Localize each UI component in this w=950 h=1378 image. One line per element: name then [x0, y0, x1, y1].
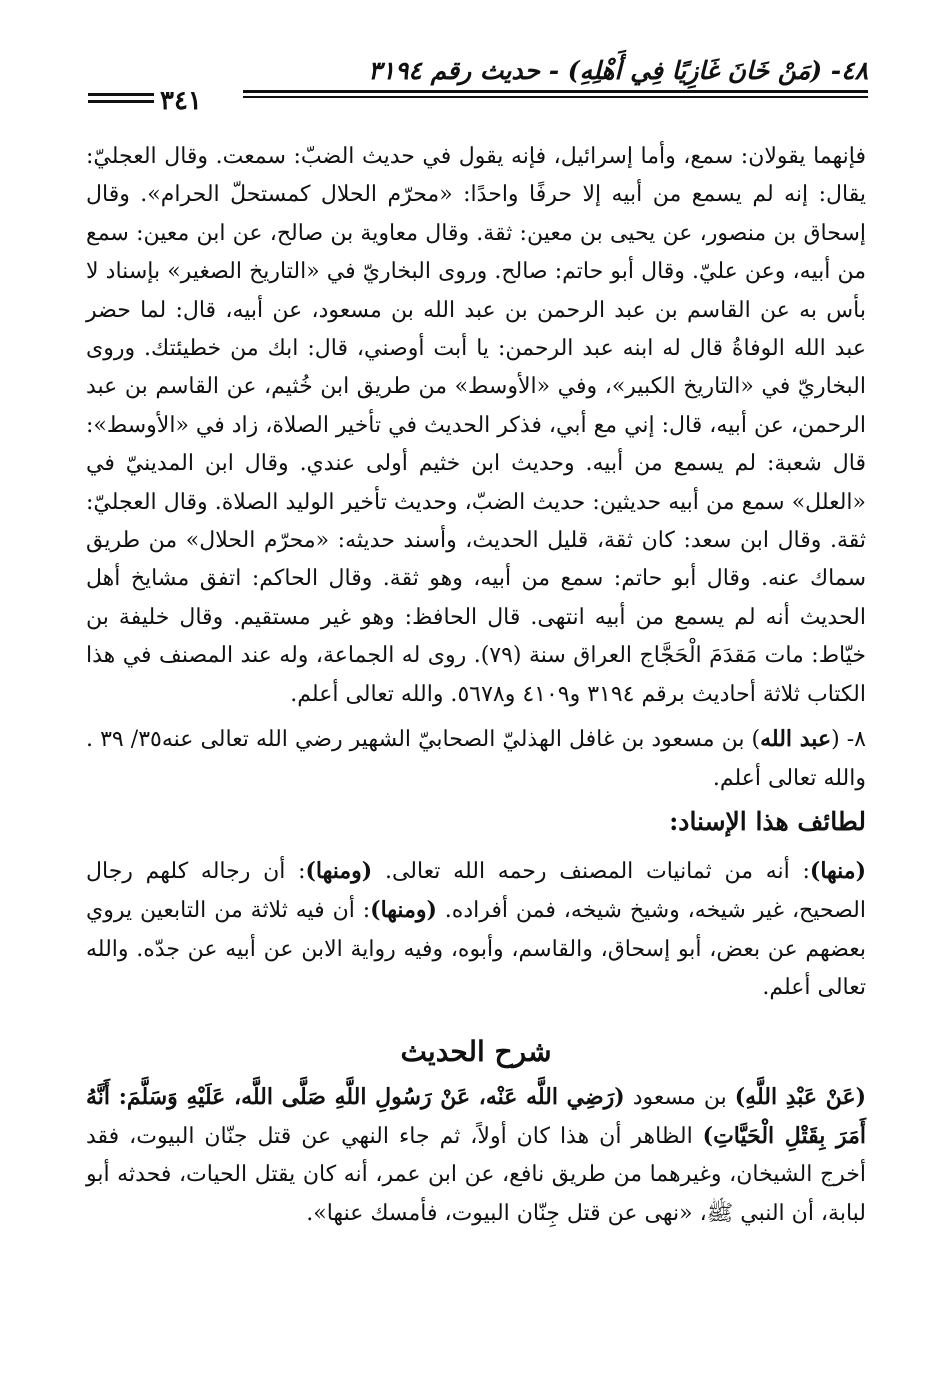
- sharh-heading: شرح الحديث: [400, 1034, 552, 1068]
- narrator-8-name: عبد الله: [760, 726, 832, 753]
- page-number: ٣٤١: [160, 86, 202, 116]
- header-rule: [243, 90, 868, 93]
- narrator-8-prefix: ٨- (: [831, 727, 866, 753]
- page-header: [88, 52, 868, 116]
- minha-text-2: : أن رجاله كلهم رجال الصحيح، غير شيخه، وشيخ شيخه، فمن أفراده.: [86, 858, 866, 924]
- minha-text-3: : أن فيه ثلاثة من التابعين يروي بعضهم عن بعض، أبو إسحاق، والقاسم، وأبوه، وفيه رواية الابن عن أبيه عن جدّه. والله تعالى أعلم.: [86, 898, 866, 1001]
- sharh-paragraph: [86, 1078, 866, 1234]
- running-title: ٤٨- (مَنْ خَانَ غَازِيًا فِي أَهْلِهِ) - حديث رقم ٣١٩٤: [368, 56, 868, 85]
- page-body: [86, 138, 866, 1233]
- page-number-rule-bottom: [88, 100, 154, 103]
- lataif-heading: لطائف هذا الإسناد:: [669, 806, 866, 836]
- bio-paragraph: فإنهما يقولان: سمع، وأما إسرائيل، فإنه يقول في حديث الضبّ: سمعت. وقال العجليّ: يقال: إنه لم يسمع من أبيه إلا حرفًا واحدًا: «محرّم الحلال كمستحلّ الحرام». وقال إسحاق بن منصور، عن يحيى بن معين: ثقة. وقال معاوية بن صالح، عن ابن معين: سمع من أبيه، وعن عليّ. وقال أبو حاتم: صالح. وروى البخاريّ في «التاريخ الصغير» بإسناد لا بأس به عن القاسم بن عبد الرحمن بن عبد الله بن مسعود، عن أبيه، قال: لما حضر عبد الله الوفاةُ قال له ابنه عبد الرحمن: يا أبت أوصني، قال: ابك من خطيئتك. وروى البخاريّ في «التاريخ الكبير»، وفي «الأوسط» من طريق ابن خُثيم، عن القاسم بن عبد الرحمن، عن أبيه، قال: إني مع أبي، فذكر الحديث في تأخير الصلاة، زاد في «الأوسط»: قال شعبة: لم يسمع من أبيه. وحديث ابن خثيم أولى عندي. وقال ابن المدينيّ في «العلل» سمع من أبيه حديثين: حديث الضبّ، وحديث تأخير الوليد الصلاة. وقال العجليّ: ثقة. وقال ابن سعد: كان ثقة، قليل الحديث، وأسند حديثه: «محرّم الحلال» من طريق سماك عنه. وقال أبو حاتم: سمع من أبيه، وهو ثقة. وقال الحاكم: اتفق مشايخ أهل الحديث أنه لم يسمع من أبيه انتهى. قال الحافظ: وهو غير مستقيم. وقال خليفة بن خيّاط: مات مَقدَمَ الْحَجَّاج العراق سنة (٧٩). روى له الجماعة، وله عند المصنف في هذا الكتاب ثلاثة أحاديث برقم ٣١٩٤ و٤١٠٩ و٥٦٧٨. والله تعالى أعلم.: [85, 144, 866, 707]
- narrator-8-text: ) بن مسعود بن غافل الهذليّ الصحابيّ الشهير رضي الله تعالى عنه٣٥/ ٣٩ . والله تعالى أعلم.: [86, 727, 866, 791]
- page-number-rule-top: [88, 93, 154, 96]
- sharh-text-1: بن مسعود: [624, 1084, 735, 1110]
- minha-label-1: (منها): [809, 857, 866, 884]
- lataif-paragraph: [86, 852, 866, 1008]
- minha-label-3: (ومنها): [370, 897, 437, 924]
- hadith-quote-2: (رَضِي اللَّه عَنْه، عَنْ رَسُولِ اللَّهِ صَلَّى اللَّه، عَلَيْهِ وَسَلَّمَ: أَنَّهُ أَمَرَ بِقَتْلِ الْحَيَّاتِ): [86, 1083, 866, 1149]
- header-rule-thin: [243, 96, 868, 98]
- narrator-8-paragraph: [86, 720, 866, 798]
- hadith-quote-1: (عَنْ عَبْدِ اللَّهِ): [734, 1083, 866, 1110]
- sharh-text-2: الظاهر أن هذا كان أولاً، ثم جاء النهي عن قتل جنّان البيوت، فقد أخرج الشيخان، وغيرهما من طريق نافع، عن ابن عمر، أنه كان يقتل الحيات، فحدثه أبو لبابة، أن النبي ﷺ، «نهى عن قتل جِنّان البيوت، فأمسك عنها».: [86, 1123, 866, 1226]
- minha-text-1: : أنه من ثمانيات المصنف رحمه الله تعالى.: [372, 858, 810, 884]
- minha-label-2: (ومنها): [305, 857, 373, 884]
